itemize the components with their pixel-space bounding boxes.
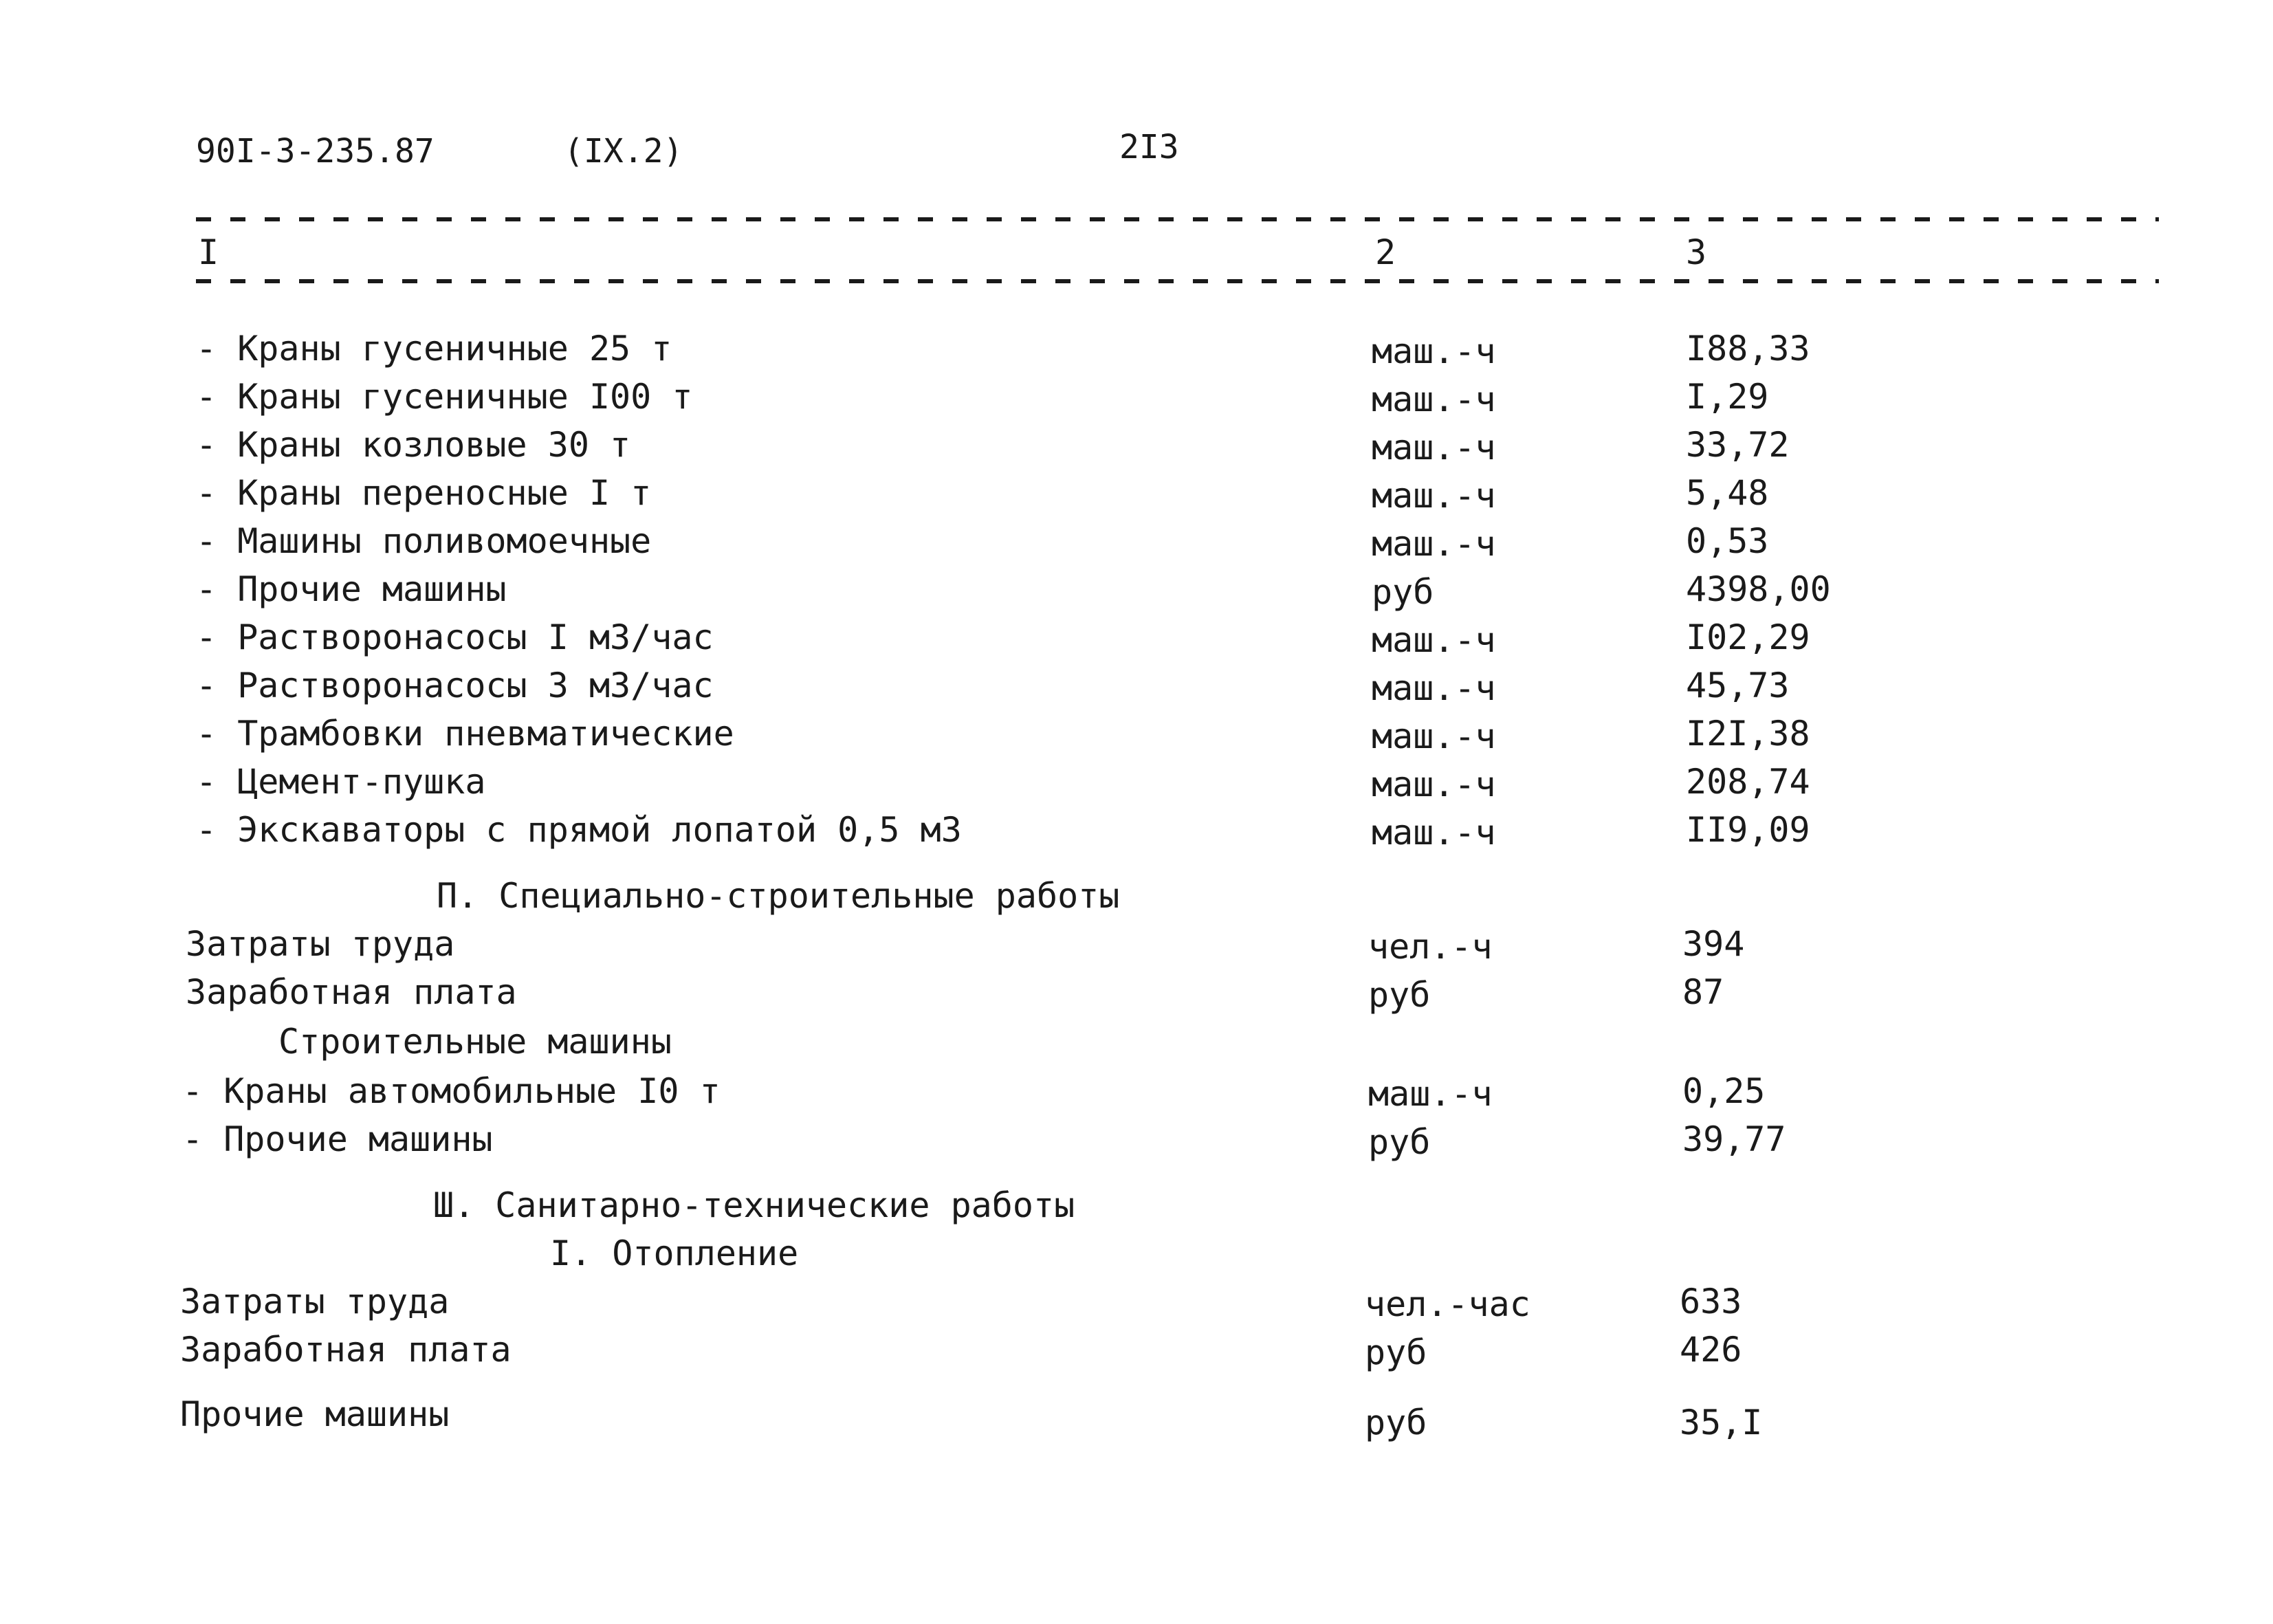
row-value: 0,53 <box>1686 521 1769 561</box>
row-name: - Краны гусеничные I00 т <box>196 377 693 417</box>
row-name: - Растворонасосы 3 м3/час <box>196 666 714 705</box>
row-value: 208,74 <box>1686 762 1810 802</box>
row-name: - Прочие машины <box>196 569 507 609</box>
row-unit: маш.-ч <box>1372 476 1496 516</box>
row-value: 394 <box>1682 924 1745 964</box>
row-value: 633 <box>1680 1282 1742 1321</box>
row-name: - Краны гусеничные 25 т <box>196 329 672 369</box>
row-unit: маш.-ч <box>1372 331 1496 371</box>
row-name: - Экскаваторы с прямой лопатой 0,5 м3 <box>196 810 962 850</box>
row-unit: маш.-ч <box>1372 380 1496 419</box>
column-header-1: I <box>198 232 219 272</box>
row-name: Затраты труда <box>186 924 455 964</box>
row-unit: маш.-ч <box>1372 428 1496 468</box>
table-header-rule <box>196 279 2159 283</box>
row-name: - Трамбовки пневматические <box>196 714 734 754</box>
row-unit: маш.-ч <box>1372 668 1496 708</box>
row-unit: маш.-ч <box>1372 620 1496 660</box>
row-value: 87 <box>1682 972 1724 1012</box>
column-header-3: 3 <box>1686 232 1707 272</box>
row-value: 45,73 <box>1686 666 1790 705</box>
row-value: 39,77 <box>1682 1119 1786 1159</box>
row-unit: маш.-ч <box>1372 813 1496 853</box>
row-name: Затраты труда <box>180 1282 450 1321</box>
row-value: 35,I <box>1680 1403 1763 1442</box>
row-value: I,29 <box>1686 377 1769 417</box>
row-name: - Краны переносные I т <box>196 473 652 513</box>
column-header-2: 2 <box>1375 232 1396 272</box>
row-unit: чел.-ч <box>1368 927 1493 967</box>
row-unit: маш.-ч <box>1368 1074 1493 1114</box>
section-code: (IX.2) <box>564 132 683 171</box>
row-value: 0,25 <box>1682 1071 1766 1111</box>
table-top-rule <box>196 217 2159 221</box>
row-name: Заработная плата <box>180 1330 512 1370</box>
row-name: - Краны козловые 30 т <box>196 425 631 465</box>
row-name: - Машины поливомоечные <box>196 521 652 561</box>
section-title: Ш. Санитарно-технические работы <box>433 1185 1075 1225</box>
row-value: 4398,00 <box>1686 569 1831 609</box>
row-value: I02,29 <box>1686 617 1810 657</box>
row-unit: руб <box>1365 1403 1427 1442</box>
row-unit: руб <box>1368 975 1431 1015</box>
row-value: 426 <box>1680 1330 1742 1370</box>
row-name: Прочие машины <box>180 1394 450 1434</box>
row-name: - Растворонасосы I м3/час <box>196 617 714 657</box>
row-value: II9,09 <box>1686 810 1810 850</box>
row-value: 5,48 <box>1686 473 1769 513</box>
row-name: - Прочие машины <box>182 1119 493 1159</box>
row-value: I2I,38 <box>1686 714 1810 754</box>
row-unit: чел.-час <box>1365 1284 1530 1324</box>
document-code: 90I-3-235.87 <box>196 132 435 171</box>
page-number: 2I3 <box>1119 128 1179 166</box>
row-name: - Краны автомобильные I0 т <box>182 1071 721 1111</box>
row-unit: маш.-ч <box>1372 524 1496 564</box>
row-unit: руб <box>1365 1332 1427 1372</box>
section-title: П. Специально-строительные работы <box>437 876 1120 916</box>
row-unit: руб <box>1368 1122 1431 1162</box>
row-value: I88,33 <box>1686 329 1810 369</box>
row-value: 33,72 <box>1686 425 1790 465</box>
subsection-title: I. Отопление <box>550 1233 799 1273</box>
subsection-title: Строительные машины <box>278 1022 672 1062</box>
row-unit: маш.-ч <box>1372 765 1496 804</box>
row-name: - Цемент-пушка <box>196 762 486 802</box>
row-unit: маш.-ч <box>1372 716 1496 756</box>
row-unit: руб <box>1372 572 1434 612</box>
row-name: Заработная плата <box>186 972 517 1012</box>
